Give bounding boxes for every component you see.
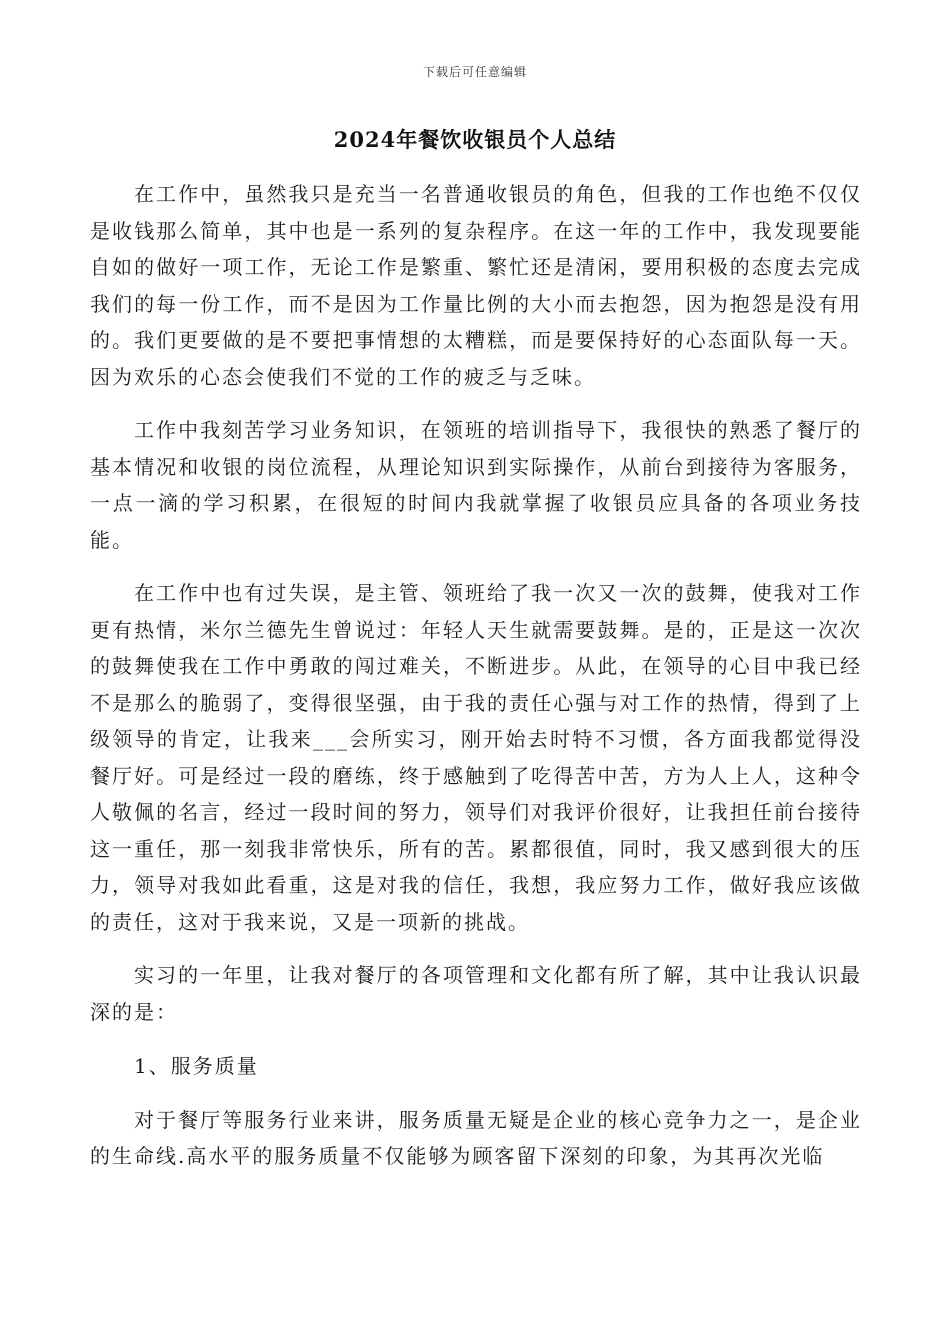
paragraph-1: 在工作中，虽然我只是充当一名普通收银员的角色，但我的工作也绝不仅仅是收钱那么简单，其中也是一系列的复杂程序。在这一年的工作中，我发现要能自如的做好一项工作，无论工作是繁重、繁忙还是清闲，要用积极的态度去完成我们的每一份工作，而不是因为工作量比例的大小而去抱怨，因为抱怨是没有用的。我们更要做的是不要把事情想的太糟糕，而是要保持好的心态面队每一天。因为欢乐的心态会使我们不觉的工作的疲乏与乏味。 [90, 182, 862, 389]
header-note: 下载后可任意编辑 [422, 65, 527, 79]
document-title: 2024年餐饮收银员个人总结 [333, 127, 617, 152]
paragraph-4: 实习的一年里，让我对餐厅的各项管理和文化都有所了解，其中让我认识最深的是： [90, 963, 862, 1024]
paragraph-3: 在工作中也有过失误，是主管、领班给了我一次又一次的鼓舞，使我对工作更有热情，米尔兰德先生曾说过：年轻人天生就需要鼓舞。是的，正是这一次次的鼓舞使我在工作中勇敢的闯过难关，不断进步。从此，在领导的心目中我已经不是那么的脆弱了，变得很坚强，由于我的责任心强与对工作的热情，得到了上级领导的肯定，让我来___会所实习，刚开始去时特不习惯，各方面我都觉得没餐厅好。可是经过一段的磨练，终于感触到了吃得苦中苦，方为人上人，这种令人敬佩的名言，经过一段时间的努力，领导们对我评价很好，让我担任前台接待这一重任，那一刻我非常快乐，所有的苦。累都很值，同时，我又感到很大的压力，领导对我如此看重，这是对我的信任，我想，我应努力工作，做好我应该做的责任，这对于我来说，又是一项新的挑战。 [90, 581, 862, 934]
paragraph-2: 工作中我刻苦学习业务知识，在领班的培训指导下，我很快的熟悉了餐厅的基本情况和收银的岗位流程，从理论知识到实际操作，从前台到接待为客服务，一点一滴的学习积累，在很短的时间内我就掌握了收银员应具备的各项业务技能。 [90, 418, 862, 552]
document-body [90, 176, 862, 1175]
paragraph-5: 对于餐厅等服务行业来讲，服务质量无疑是企业的核心竞争力之一，是企业的生命线.高水平的服务质量不仅能够为顾客留下深刻的印象，为其再次光临 [90, 1107, 862, 1168]
section-heading-service-quality: 1、服务质量 [134, 1054, 259, 1078]
